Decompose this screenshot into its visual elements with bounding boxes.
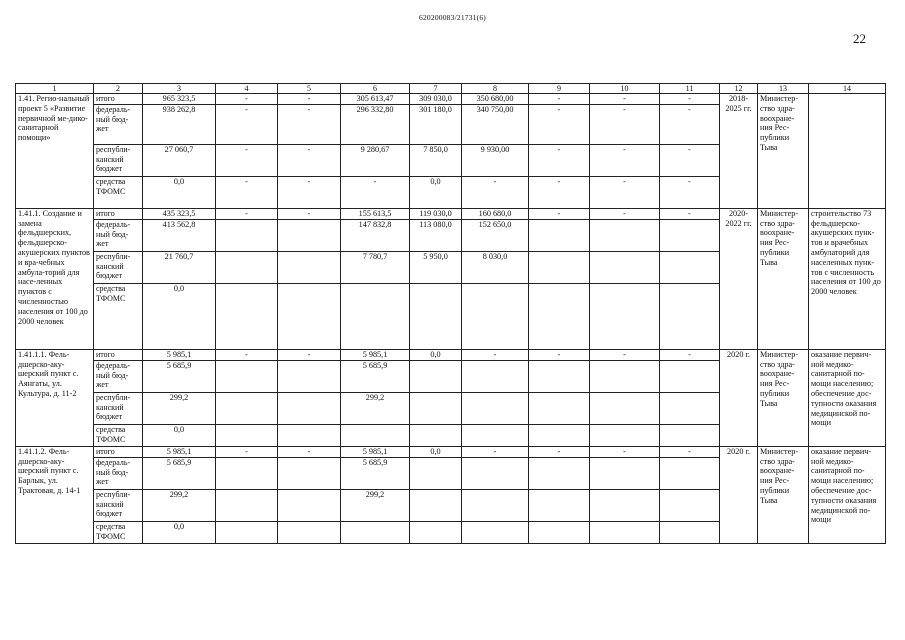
amount-cell: 299,2 — [341, 392, 410, 424]
funding-source: федераль-ный бюд-жет — [94, 219, 143, 251]
amount-cell: 5 685,9 — [143, 457, 216, 489]
amount-cell: - — [216, 176, 278, 208]
amount-cell — [216, 489, 278, 521]
amount-cell — [216, 219, 278, 251]
amount-cell: 8 030,0 — [462, 251, 529, 283]
amount-cell: 0,0 — [143, 176, 216, 208]
column-number: 11 — [660, 84, 720, 94]
amount-cell: - — [660, 349, 720, 360]
funding-source: федераль-ный бюд-жет — [94, 360, 143, 392]
amount-cell: 7 850,0 — [410, 144, 462, 176]
amount-cell — [410, 392, 462, 424]
amount-cell: - — [590, 446, 660, 457]
amount-cell — [462, 521, 529, 543]
amount-cell: 340 750,00 — [462, 104, 529, 144]
funding-source: итого — [94, 446, 143, 457]
amount-cell: - — [278, 349, 341, 360]
amount-cell — [341, 283, 410, 349]
amount-cell — [590, 219, 660, 251]
amount-cell — [278, 219, 341, 251]
amount-cell — [462, 424, 529, 446]
amount-cell — [278, 424, 341, 446]
amount-cell: - — [278, 144, 341, 176]
amount-cell: 965 323,5 — [143, 94, 216, 105]
responsible-executor: Министер-ство здра-воохране-ния Рес-публики Тыва — [758, 446, 809, 543]
amount-cell: 5 950,0 — [410, 251, 462, 283]
amount-cell — [216, 283, 278, 349]
amount-cell: 938 262,8 — [143, 104, 216, 144]
funding-source: итого — [94, 349, 143, 360]
amount-cell — [278, 251, 341, 283]
funding-source: средства ТФОМС — [94, 176, 143, 208]
amount-cell: - — [216, 94, 278, 105]
amount-cell: - — [341, 176, 410, 208]
amount-cell: - — [660, 176, 720, 208]
column-number: 14 — [809, 84, 886, 94]
amount-cell: 160 680,0 — [462, 208, 529, 219]
amount-cell — [590, 392, 660, 424]
amount-cell: 5 985,1 — [143, 349, 216, 360]
column-number: 13 — [758, 84, 809, 94]
amount-cell: - — [529, 446, 590, 457]
amount-cell — [341, 424, 410, 446]
amount-cell — [529, 424, 590, 446]
funding-source: республи-канский бюджет — [94, 144, 143, 176]
amount-cell: - — [216, 208, 278, 219]
amount-cell: 299,2 — [341, 489, 410, 521]
amount-cell: - — [462, 176, 529, 208]
document-id: 620200083/21731(6) — [419, 13, 486, 22]
amount-cell — [410, 489, 462, 521]
column-number-row — [16, 84, 886, 94]
funding-source: итого — [94, 208, 143, 219]
implementation-period: 2018-2025 гг. — [720, 94, 758, 209]
amount-cell — [590, 489, 660, 521]
amount-cell: - — [660, 208, 720, 219]
amount-cell — [660, 521, 720, 543]
amount-cell: - — [660, 446, 720, 457]
implementation-period: 2020 г. — [720, 446, 758, 543]
table-row — [16, 349, 886, 360]
responsible-executor: Министер-ство здра-воохране-ния Рес-публики Тыва — [758, 208, 809, 349]
amount-cell — [660, 489, 720, 521]
amount-cell: - — [216, 349, 278, 360]
amount-cell: - — [590, 104, 660, 144]
amount-cell: 5 685,9 — [341, 457, 410, 489]
amount-cell — [590, 521, 660, 543]
amount-cell — [529, 283, 590, 349]
amount-cell — [660, 251, 720, 283]
table-row — [16, 94, 886, 105]
amount-cell — [660, 283, 720, 349]
amount-cell — [529, 392, 590, 424]
amount-cell — [462, 283, 529, 349]
amount-cell — [660, 457, 720, 489]
amount-cell — [529, 489, 590, 521]
amount-cell: 301 180,0 — [410, 104, 462, 144]
amount-cell: - — [590, 94, 660, 105]
table-row — [16, 208, 886, 219]
implementation-period: 2020-2022 гг. — [720, 208, 758, 349]
amount-cell: 350 680,00 — [462, 94, 529, 105]
activity-name: 1.41.1.1. Фель-дшерско-аку-шерский пункт с. Аянгаты, ул. Культура, д. 11-2 — [16, 349, 94, 446]
activity-name: 1.41.1. Создание и замена фельдшерских, фельдшерско-акушерских пунктов и вра-чебных амбула-торий для насе-ленных пунктов с численностью населения от 100 до 2000 человек — [16, 208, 94, 349]
amount-cell — [462, 457, 529, 489]
amount-cell — [216, 457, 278, 489]
amount-cell: 21 760,7 — [143, 251, 216, 283]
amount-cell — [216, 251, 278, 283]
column-number: 12 — [720, 84, 758, 94]
amount-cell: 9 930,00 — [462, 144, 529, 176]
amount-cell — [529, 219, 590, 251]
amount-cell: - — [216, 144, 278, 176]
page-number: 22 — [853, 31, 866, 46]
amount-cell — [410, 283, 462, 349]
amount-cell: - — [529, 104, 590, 144]
amount-cell — [278, 283, 341, 349]
program-table — [15, 83, 886, 544]
amount-cell: 119 030,0 — [410, 208, 462, 219]
amount-cell: - — [660, 104, 720, 144]
amount-cell — [410, 360, 462, 392]
amount-cell: - — [590, 144, 660, 176]
column-number: 2 — [94, 84, 143, 94]
expected-result — [809, 94, 886, 209]
amount-cell — [590, 360, 660, 392]
column-number: 6 — [341, 84, 410, 94]
amount-cell: 147 832,8 — [341, 219, 410, 251]
amount-cell — [410, 521, 462, 543]
amount-cell: 435 323,5 — [143, 208, 216, 219]
amount-cell — [590, 283, 660, 349]
amount-cell — [462, 392, 529, 424]
amount-cell: 5 685,9 — [143, 360, 216, 392]
amount-cell — [216, 521, 278, 543]
amount-cell: 309 030,0 — [410, 94, 462, 105]
funding-source: республи-канский бюджет — [94, 392, 143, 424]
amount-cell: 0,0 — [143, 521, 216, 543]
column-number: 8 — [462, 84, 529, 94]
amount-cell: 27 060,7 — [143, 144, 216, 176]
amount-cell: - — [462, 349, 529, 360]
column-number: 10 — [590, 84, 660, 94]
amount-cell: - — [278, 176, 341, 208]
amount-cell: - — [278, 104, 341, 144]
amount-cell — [590, 457, 660, 489]
amount-cell: 5 985,1 — [341, 349, 410, 360]
amount-cell — [462, 360, 529, 392]
amount-cell: - — [216, 446, 278, 457]
amount-cell: - — [216, 104, 278, 144]
amount-cell: - — [529, 208, 590, 219]
expected-result: строительство 73 фельдшерско-акушерских пунк-тов и врачебных амбулаторий для населенных пунк-тов с численность населения от 100 до 2000 человек — [809, 208, 886, 349]
amount-cell — [590, 251, 660, 283]
amount-cell: - — [529, 144, 590, 176]
amount-cell — [529, 521, 590, 543]
amount-cell: 155 613,5 — [341, 208, 410, 219]
amount-cell: - — [278, 94, 341, 105]
amount-cell: 7 780,7 — [341, 251, 410, 283]
column-number: 7 — [410, 84, 462, 94]
amount-cell — [278, 489, 341, 521]
amount-cell — [660, 392, 720, 424]
amount-cell: 0,0 — [143, 283, 216, 349]
amount-cell: - — [529, 94, 590, 105]
amount-cell: 0,0 — [410, 176, 462, 208]
expected-result: оказание первич-ной медико-санитарной по-мощи населению; обеспечение дос-тупности оказания медицинской по-мощи — [809, 349, 886, 446]
column-number: 9 — [529, 84, 590, 94]
amount-cell — [660, 219, 720, 251]
funding-source: средства ТФОМС — [94, 521, 143, 543]
amount-cell: 299,2 — [143, 489, 216, 521]
amount-cell: 5 985,1 — [143, 446, 216, 457]
funding-source: республи-канский бюджет — [94, 251, 143, 283]
activity-name: 1.41. Регио-нальный проект 5 «Развитие первичной ме-дико-санитарной помощи» — [16, 94, 94, 209]
amount-cell — [660, 360, 720, 392]
amount-cell — [529, 360, 590, 392]
amount-cell — [278, 392, 341, 424]
amount-cell: 413 562,8 — [143, 219, 216, 251]
expected-result: оказание первич-ной медико-санитарной по-мощи населению; обеспечение дос-тупности оказания медицинской по-мощи — [809, 446, 886, 543]
table-row — [16, 446, 886, 457]
amount-cell: 152 650,0 — [462, 219, 529, 251]
implementation-period: 2020 г. — [720, 349, 758, 446]
amount-cell — [341, 521, 410, 543]
column-number: 5 — [278, 84, 341, 94]
amount-cell — [462, 489, 529, 521]
amount-cell: 296 332,80 — [341, 104, 410, 144]
amount-cell: 5 685,9 — [341, 360, 410, 392]
amount-cell: 5 985,1 — [341, 446, 410, 457]
amount-cell: - — [529, 176, 590, 208]
responsible-executor: Министер-ство здра-воохране-ния Рес-публики Тыва — [758, 349, 809, 446]
funding-source: федераль-ный бюд-жет — [94, 457, 143, 489]
amount-cell — [278, 457, 341, 489]
amount-cell: - — [278, 208, 341, 219]
amount-cell: 299,2 — [143, 392, 216, 424]
funding-source: итого — [94, 94, 143, 105]
amount-cell: 0,0 — [143, 424, 216, 446]
amount-cell: 305 613,47 — [341, 94, 410, 105]
column-number: 4 — [216, 84, 278, 94]
amount-cell: 113 080,0 — [410, 219, 462, 251]
funding-source: средства ТФОМС — [94, 424, 143, 446]
funding-source: средства ТФОМС — [94, 283, 143, 349]
amount-cell: - — [590, 208, 660, 219]
amount-cell — [278, 360, 341, 392]
amount-cell — [216, 360, 278, 392]
funding-source: федераль-ный бюд-жет — [94, 104, 143, 144]
amount-cell: 9 280,67 — [341, 144, 410, 176]
amount-cell: - — [590, 349, 660, 360]
amount-cell — [529, 457, 590, 489]
amount-cell: - — [660, 144, 720, 176]
amount-cell — [278, 521, 341, 543]
column-number: 3 — [143, 84, 216, 94]
amount-cell — [660, 424, 720, 446]
amount-cell — [529, 251, 590, 283]
amount-cell: - — [462, 446, 529, 457]
amount-cell — [216, 392, 278, 424]
amount-cell — [590, 424, 660, 446]
amount-cell: - — [590, 176, 660, 208]
amount-cell: - — [278, 446, 341, 457]
column-number: 1 — [16, 84, 94, 94]
amount-cell — [216, 424, 278, 446]
amount-cell: - — [660, 94, 720, 105]
amount-cell: - — [529, 349, 590, 360]
funding-source: республи-канский бюджет — [94, 489, 143, 521]
amount-cell: 0,0 — [410, 446, 462, 457]
activity-name: 1.41.1.2. Фель-дшерско-аку-шерский пункт с. Барлык, ул. Трактовая, д. 14-1 — [16, 446, 94, 543]
amount-cell: 0,0 — [410, 349, 462, 360]
responsible-executor: Министер-ство здра-воохране-ния Рес-публики Тыва — [758, 94, 809, 209]
amount-cell — [410, 424, 462, 446]
amount-cell — [410, 457, 462, 489]
